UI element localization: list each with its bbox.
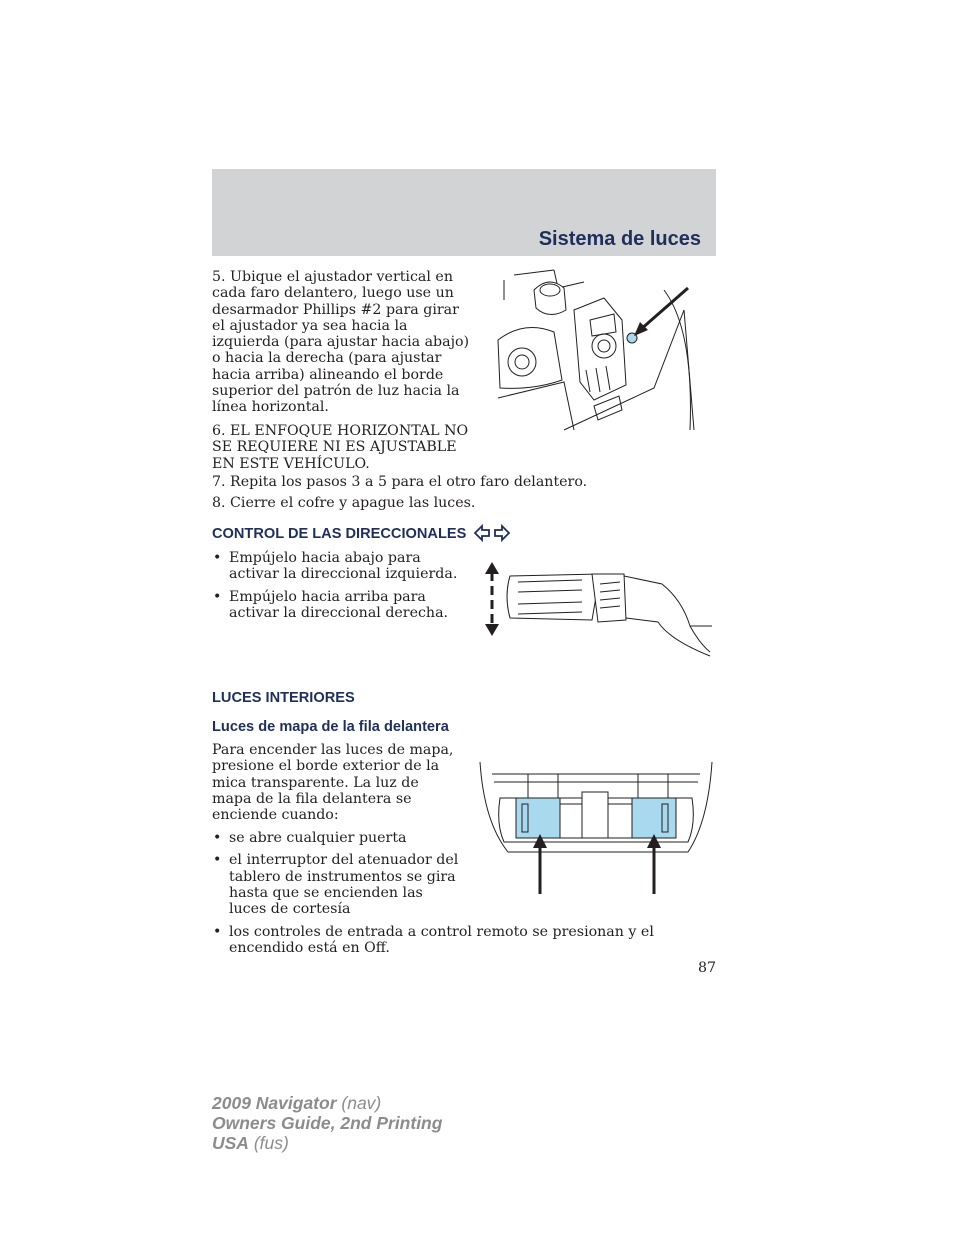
map-lights-intro: Para encender las luces de mapa, presione el borde exterior de la mica transparente. La luz de mapa de la fila delantera se enciende cuando: [212, 742, 454, 824]
step-8-text: 8. Cierre el cofre y apague las luces. [212, 495, 476, 511]
map-lights-list-wide [212, 924, 714, 963]
turn-signal-heading-text: CONTROL DE LAS DIRECCIONALES [212, 526, 467, 542]
list-item: • se abre cualquier puerta [212, 830, 460, 846]
map-light-illustration [478, 762, 714, 894]
list-item: • Empújelo hacia abajo para activar la direccional izquierda. [212, 550, 467, 583]
interior-lights-heading: LUCES INTERIORES [212, 690, 355, 706]
list-item: • el interruptor del atenuador del tablero de instrumentos se gira hasta que se encienden las luces de cortesía [212, 852, 460, 917]
map-lights-subheading: Luces de mapa de la fila delantera [212, 719, 449, 735]
footer-market-code: (fus) [248, 1133, 289, 1153]
list-item: • Empújelo hacia arriba para activar la direccional derecha. [212, 589, 467, 622]
footer [212, 1093, 442, 1153]
step-6-text: 6. EL ENFOQUE HORIZONTAL NO SE REQUIERE NI ES AJUSTABLE EN ESTE VEHÍCULO. [212, 423, 469, 472]
section-title: Sistema de luces [538, 228, 701, 250]
headlamp-adjuster-illustration [494, 270, 716, 432]
step-7-text: 7. Repita los pasos 3 a 5 para el otro faro delantero. [212, 474, 588, 490]
footer-guide: Owners Guide, 2nd Printing [212, 1113, 443, 1133]
page-number: 87 [697, 960, 716, 976]
up-down-arrow-icon [485, 562, 499, 636]
list-item: • los controles de entrada a control remoto se presionan y el encendido está en Off. [212, 924, 714, 957]
footer-market: USA [212, 1133, 249, 1153]
header-band [212, 169, 716, 256]
step-5-text: 5. Ubique el ajustador vertical en cada faro delantero, luego use un desarmador Phillips #2 para girar el ajustador ya sea hacia la izquierda (para ajustar hacia abajo) o hacia la derecha (para ajustar hacia arriba) alineando el borde superior del patrón de luz hacia la línea horizontal. [212, 269, 470, 416]
map-lights-list [212, 830, 460, 923]
footer-model-code: (nav) [336, 1093, 382, 1113]
turn-signal-list [212, 550, 467, 627]
footer-model: 2009 Navigator [212, 1093, 337, 1113]
turn-signal-arrows-icon [474, 525, 510, 541]
turn-signal-stalk-illustration [482, 560, 712, 656]
turn-signal-heading [212, 525, 510, 542]
